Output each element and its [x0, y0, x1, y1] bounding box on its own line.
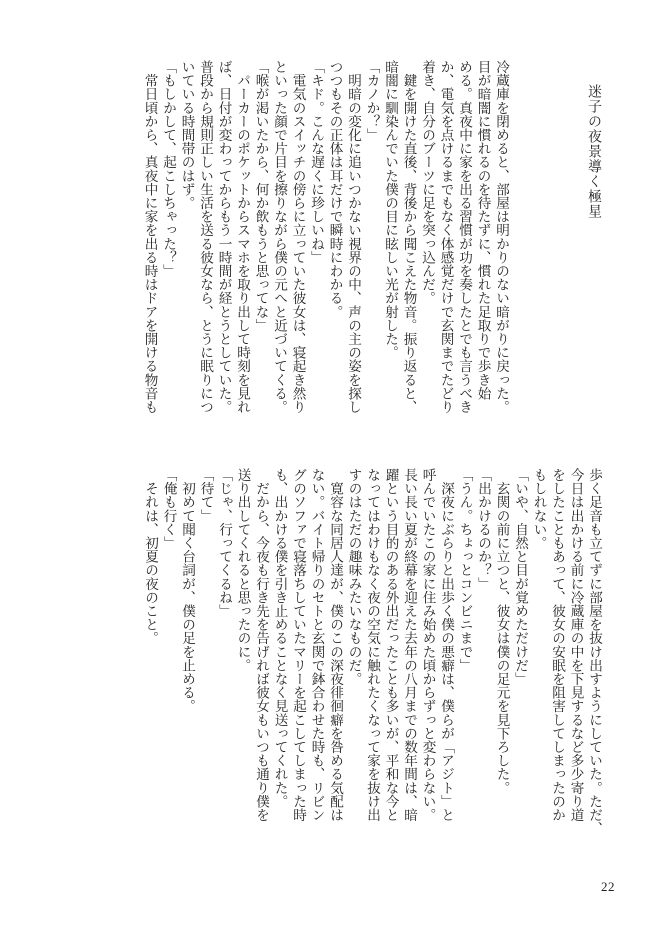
- text-line: それは、初夏の夜のこと。: [142, 468, 158, 645]
- text-line: 常日頃から、真夜中に家を出る時はドアを開ける物音も: [141, 60, 158, 414]
- text-line: 明暗の変化に追いつかない視界の中、声の主の姿を探し: [345, 60, 361, 414]
- text-line: 「喉が渇いたから、何か飲もうと思ってな」: [252, 60, 269, 332]
- text-line: 今日は出かける前に冷蔵庫の中を下見するなど多少寄り道: [567, 468, 584, 822]
- text-block-top: [80, 60, 510, 455]
- text-line: 普段から規則正しい生活を送る彼女なら、とうに眠りにつ: [197, 60, 213, 414]
- text-line: 冷蔵庫を閉めると、部屋は明かりのない暗がりに戻った。: [493, 60, 509, 414]
- text-line: 電気のスイッチの傍らに立っていた彼女は、寝起き然り: [289, 60, 306, 414]
- text-line: 暗闇に馴染んでいた僕の目に眩しい光が射した。: [382, 60, 398, 360]
- text-line: パーカーのポケットからスマホを取り出して時刻を見れ: [234, 60, 250, 414]
- text-line: 長い長い夏が終幕を迎えた去年の八月までの数年間は、暗: [401, 468, 417, 822]
- text-line: 「うん。ちょっとコンビニまで」: [456, 468, 473, 672]
- text-line: をしたこともあって、彼女の安眠を阻害してしまったのか: [549, 468, 565, 822]
- text-line: つつもその正体は耳だけで瞬時にわかる。: [326, 60, 343, 319]
- text-line: いている時間帯のはず。: [178, 60, 195, 210]
- text-line: 「俺も行く」: [160, 468, 177, 550]
- text-line: なってはわけもなく夜の空気に触れたくなって家を抜け出: [364, 468, 380, 822]
- text-line: すのはただの趣味みたいなものだ。: [345, 468, 362, 686]
- text-line: グのソファで寝落ちしていたマリーを起こしてしまった時: [290, 468, 306, 822]
- text-line: ない。バイト帰りのセトと玄関で鉢合わせた時も、リビン: [308, 468, 325, 822]
- text-line: 「キド。こんな遅くに珍しいね」: [308, 60, 324, 264]
- text-line: といった顔で片目を擦りながら僕の元へと近づいてくる。: [271, 60, 287, 414]
- text-line: 寛容な同居人達が、僕のこの深夜徘徊癖を咎める気配は: [327, 468, 343, 822]
- text-line: 「いや、自然と目が覚めただけだ」: [512, 468, 528, 686]
- text-line: 「カノか？」: [363, 60, 380, 142]
- text-line: だから、今夜も行き先を告げれば彼女もいつも通り僕を: [253, 468, 269, 822]
- text-line: 深夜にぶらりと出歩く僕の悪癖は、僕らが「アジト」と: [438, 468, 454, 822]
- text-line: 送り出してくれると思ったのに。: [234, 468, 251, 672]
- text-line: 「じゃ、行ってくるね」: [216, 468, 232, 618]
- text-block-bottom: [83, 468, 603, 873]
- text-line: 「待て」: [197, 468, 214, 523]
- text-line: める。真夜中に家を出る習慣が功を奏したとでも言うべき: [456, 60, 472, 414]
- text-line: 歩く足音も立てずに部屋を抜け出すようにしていた。ただ、: [586, 468, 602, 836]
- page-number: 22: [601, 879, 615, 894]
- text-line: もしれない。: [530, 468, 547, 550]
- text-line: 目が暗闇に慣れるのを待たずに、慣れた足取りで歩き始: [474, 60, 491, 400]
- text-line: 初めて聞く台詞が、僕の足を止める。: [179, 468, 195, 713]
- text-line: 着き、自分のブーツに足を突っ込んだ。: [419, 60, 435, 305]
- text-line: 鍵を開けた直後、背後から聞こえた物音。振り返ると、: [400, 60, 417, 414]
- story-title: 迷子の夜景導く極星: [586, 84, 602, 219]
- text-line: も、出かける僕を引き止めることなく見送ってくれた。: [271, 468, 288, 808]
- text-line: ば、日付が変わってからもう一時間が経とうとしていた。: [215, 60, 232, 414]
- text-line: か、電気を点けるまでもなく体感覚だけで玄関までたどり: [437, 60, 454, 414]
- text-line: 「もしかして、起こしちゃった？」: [160, 60, 176, 278]
- text-line: 「出かけるのか？」: [475, 468, 491, 591]
- text-line: 玄関の前に立つと、彼女は僕の足元を見下ろした。: [493, 468, 510, 795]
- text-line: 呼んでいたこの家に住み始めた頃からずっと変わらない。: [419, 468, 436, 822]
- text-line: 躍という目的のある外出だったことも多いが、平和な今と: [382, 468, 399, 822]
